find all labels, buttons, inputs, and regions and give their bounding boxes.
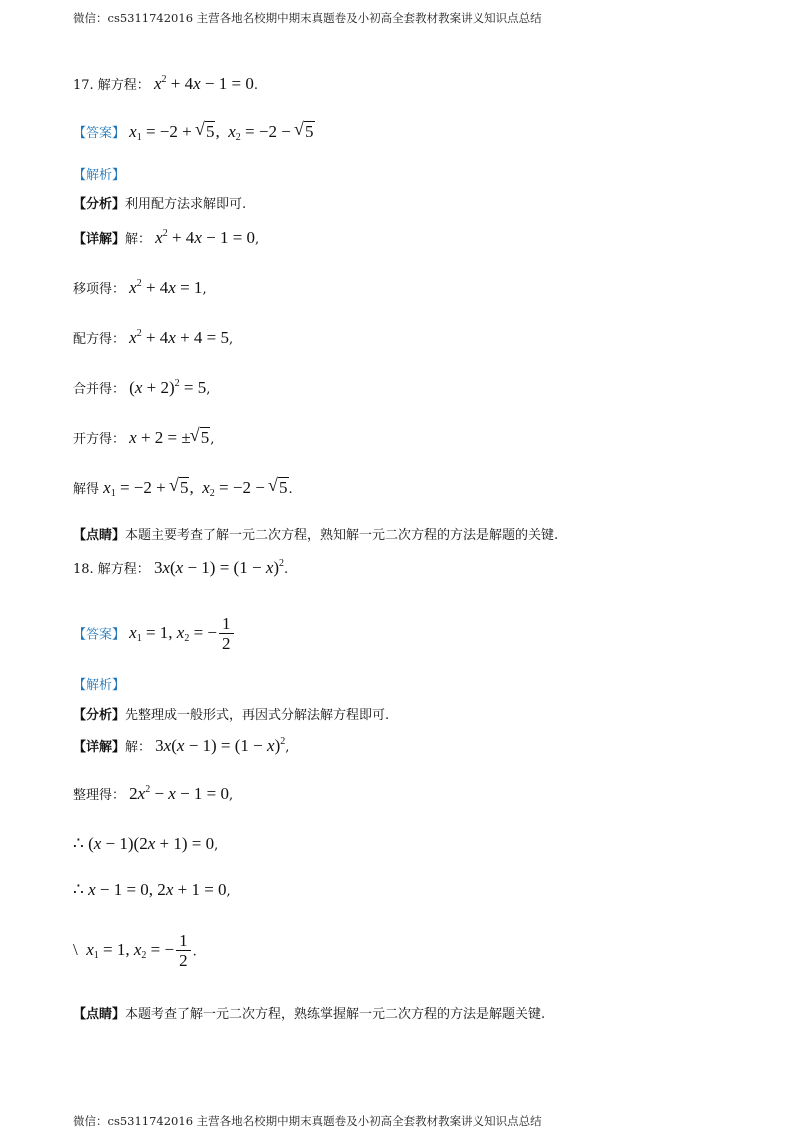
q17-detail: 【详解】解： $x^2 + 4x - 1 = 0$,	[73, 228, 260, 247]
q17-step-yixiang-math: $x^2 + 4x = 1$	[129, 278, 203, 297]
q18-step-zhengli-math: $2x^2 - x - 1 = 0$	[129, 784, 230, 803]
q18-step-factor-math: ∴ (x − 1)(2x + 1) = 0	[73, 834, 215, 853]
q18-step-linear-math: ∴ x − 1 = 0, 2x + 1 = 0	[73, 880, 227, 899]
q18-detail-math: $3x(x - 1) = (1 - x)^2$	[155, 736, 286, 755]
q18-answer-tag: 【答案】	[73, 627, 126, 643]
q17-detail-prefix: 解：	[125, 232, 152, 247]
q17-step-peifang-math: $x^2 + 4x + 4 = 5$	[129, 328, 230, 347]
q17-detail-math: $x^2 + 4x - 1 = 0$	[155, 228, 256, 247]
q18-step-zhengli-label: 整理得：	[73, 788, 126, 803]
q18-detail-tag: 【详解】	[73, 740, 126, 755]
header-text: 微信：cs5311742016 主营各地名校期中期末真题卷及小初高全套教材教案讲义知识点总结	[73, 11, 542, 25]
q18-answer	[73, 615, 236, 654]
q17-detail-tag: 【详解】	[73, 232, 126, 247]
q17-step-kaifang-math: x + 2 = ±√ 5	[129, 428, 210, 447]
q17-step-yixiang: 移项得： $x^2 + 4x = 1$,	[73, 278, 207, 297]
q17-fenxi-text: 利用配方法求解即可.	[125, 197, 247, 212]
q17-fenxi	[73, 193, 246, 212]
q17-fenxi-tag: 【分析】	[73, 197, 126, 212]
q18-number: 18. 解方程：	[73, 562, 150, 577]
q18-fenxi	[73, 704, 389, 723]
q17-number: 17. 解方程：	[73, 78, 150, 93]
q17-step-kaifang: 开方得： x + 2 = ±√ 5,	[73, 428, 214, 448]
q18-detail: 【详解】解： $3x(x - 1) = (1 - x)^2$,	[73, 736, 290, 755]
q17-step-peifang-label: 配方得：	[73, 332, 126, 347]
q17-comment-text: 本题主要考查了解一元二次方程，熟知解一元二次方程的方法是解题的关键.	[125, 528, 559, 543]
q18-step-result-math: \ $x_1 = 1$, $x_2$ = − $\frac{1}{2}$	[73, 940, 193, 959]
q17-title: 17. 解方程： $x^2 + 4x - 1 = 0$.	[73, 74, 258, 93]
q17-analysis-tag: 【解析】	[73, 168, 126, 183]
q17-step-jiede-label: 解得	[73, 482, 100, 497]
q17-step-kaifang-label: 开方得：	[73, 432, 126, 447]
q18-step-result: \ $x_1 = 1$, $x_2$ = − $\frac{1}{2}$ .	[73, 931, 197, 970]
q18-answer-math: $x_1 = 1$, $x_2$ = − $\frac{1}{2}$	[129, 623, 235, 642]
page-footer	[73, 1113, 542, 1129]
q18-title: 18. 解方程： $3x(x - 1) = (1 - x)^2$.	[73, 558, 289, 577]
q17-comment-tag: 【点睛】	[73, 528, 126, 543]
q18-fenxi-tag: 【分析】	[73, 708, 126, 723]
q17-step-hebing-math: $(x + 2)^2 = 5$	[129, 378, 207, 397]
q17-step-jiede-math: $x_1 = -2$ + √ 5, $x_2 = -2$ − √ 5	[103, 478, 288, 497]
q17-equation: $x^2 + 4x - 1 = 0$	[153, 74, 254, 93]
q17-answer	[73, 122, 315, 143]
q17-step-yixiang-label: 移项得：	[73, 282, 126, 297]
q18-fenxi-text: 先整理成一般形式，再因式分解法解方程即可.	[125, 708, 390, 723]
q18-analysis-tag: 【解析】	[73, 678, 126, 693]
q18-comment-tag: 【点睛】	[73, 1007, 126, 1022]
q17-comment	[73, 524, 558, 543]
q18-comment-text: 本题考查了解一元二次方程，熟练掌握解一元二次方程的方法是解题关键.	[125, 1007, 546, 1022]
q17-step-hebing-label: 合并得：	[73, 382, 126, 397]
q17-answer-tag: 【答案】	[73, 126, 126, 141]
q17-step-jiede: 解得 $x_1 = -2$ + √ 5, $x_2 = -2$ − √ 5.	[73, 478, 293, 499]
q17-step-hebing: 合并得： $(x + 2)^2 = 5$,	[73, 378, 211, 397]
q18-comment	[73, 1003, 545, 1022]
q18-equation: $3x(x - 1) = (1 - x)^2$	[153, 558, 285, 577]
footer-text: 微信：cs5311742016 主营各地名校期中期末真题卷及小初高全套教材教案讲义知识点总结	[73, 1114, 542, 1128]
page-header	[73, 10, 542, 26]
q18-step-linear: ∴ x − 1 = 0, 2x + 1 = 0,	[73, 880, 231, 899]
q18-detail-prefix: 解：	[125, 740, 152, 755]
q17-answer-math: $x_1 = -2$ + √ 5, $x_2 = -2$ − √ 5	[129, 122, 314, 141]
q17-step-peifang: 配方得： $x^2 + 4x + 4 = 5$,	[73, 328, 234, 347]
q18-step-zhengli: 整理得： $2x^2 - x - 1 = 0$,	[73, 784, 234, 803]
q18-step-factor: ∴ (x − 1)(2x + 1) = 0,	[73, 834, 219, 853]
